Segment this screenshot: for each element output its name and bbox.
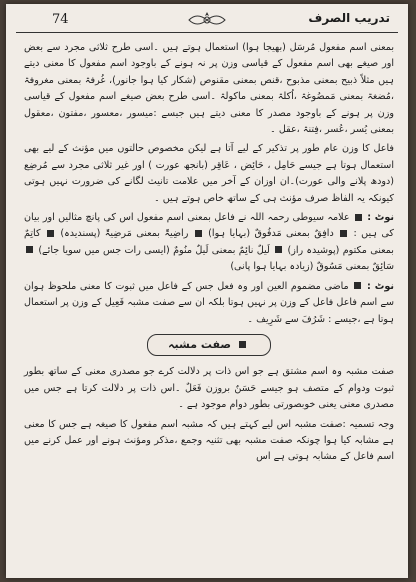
example-item: کاتِمٌ بمعنی مکتوم (پوشیدہ راز) [24,228,394,256]
note-text: علامہ سیوطی رحمہ اللہ نے فاعل بمعنی اسم مفعول اس کی پانچ مثالیں اور بیان کی ہیں : [24,212,394,240]
note-text: ماضی مضموم العین اور وہ فعل جس کے فاعل میں ثبوت کا معنی ملحوظ ہوان سے اسم فاعل فاعل کے وزن پر نہیں ہوتا بلکہ ان سے صفت مشبہ فَعِیل کے وزن پر استعمال ہوتا ہے ،جیسے : شَرُفَ سے شَرِیف ۔ [24,280,394,325]
paragraph: وجہ تسمیہ :صفت مشبہ اس لیے کہتے ہیں کہ مشبہ اسم مفعول کا صیغہ ہے جس کا معنی ہے مشابہ کیا ہوا چونکہ صفت مشبہ بھی تثنیہ وجمع ،مذکر ومؤنث ہونے اور عمل کرنے میں اسم فاعل کے مشابہ ہوتی ہے اس [24,418,394,463]
square-bullet-icon [47,230,54,237]
note-label: نوٹ : [366,280,394,292]
page-body [24,40,394,570]
page-header [16,10,398,32]
book-page [6,4,408,578]
example-item: دافِقٌ بمعنی مَدفُوقٌ (بہایا ہوا) [208,228,334,240]
note-paragraph [24,279,394,328]
square-bullet-icon [26,246,33,253]
section-heading [147,334,271,356]
note-label: نوٹ : [367,212,394,224]
header-divider [16,32,398,33]
square-bullet-icon [275,246,282,253]
paragraph: فاعل کا وزن عام طور پر تذکیر کے لیے آتا ہے لیکن مخصوص حالتوں میں مؤنث کے لیے بھی استعمال ہوتا ہے جیسے حَامِل ، حَائِض ، عَاقِر (بانجھ عورت ) اور غیر ثلاثی مجرد سے مُرضِع (دودھ پلانے والی عورت)۔ان اوزان کے آخر میں علامت تانیث لگانے کی ضرورت نہیں ہوتی کیونکہ یہ الفاظ صرف مؤنث ہی کے ساتھ خاص ہوتے ہیں ۔ [24,143,394,204]
square-bullet-icon [355,214,362,221]
paragraph: بمعنی اسم مفعول مُرسَل (بھیجا ہوا) استعمال ہوتے ہیں ۔اسی طرح ثلاثی مجرد سے بعض اور صیغے بھی اسم مفعول کے قیاسی وزن پر نہ ہونے کے باوجود اسم مفعول کا معنی دیتے ہیں مثلاً ذبیح بمعنی مذبوح ،قنص بمعنی مقنوص (شکار کیا ہوا جانور)، غُرفۃ بمعنی مغروفۃ ،مُضغۃ بمعنی مَمضُوغۃ ،اُکلۃ بمعنی ماکولۃ ۔اسی طرح بعض صیغے اسم مفعول کے قیاسی وزن پر ہونے کے باوجود مصدر کا معنی دیتے ہیں جیسے :میسور ،معسور ،مفتون ،معقول بمعنی یُسر ،عُسر ،فِتنۃ ،عقل ۔ [24,42,394,136]
paragraph: صفت مشبہ وہ اسم مشتق ہے جو اس ذات پر دلالت کرے جو مصدری معنی کے ساتھ بطور ثبوت ودوام کے متصف ہو جیسے حَسَنٌ بروزن فَعَلٌ ۔اس ذات پر دلالت کرتا ہے جس میں مصدری معنی یعنی خوبصورتی بطور دوام موجود ہے ۔ [24,366,394,411]
example-item: راضِیۃٌ بمعنی مَرضِیۃٌ (پسندیدہ) [60,228,189,240]
square-bullet-icon [340,230,347,237]
note-paragraph [24,210,394,276]
square-bullet-icon [239,341,246,348]
header-ornament-icon [187,10,227,30]
section-heading-wrap [24,334,394,356]
square-bullet-icon [354,282,361,289]
example-item: سَائِقٌ بمعنی مَسُوقٌ (زیادہ بہایا ہوا پانی) [230,261,394,273]
section-title: صفت مشبہ [168,337,232,351]
page-number: 74 [52,12,69,27]
example-item: لَیلٌ نائِمٌ بمعنی لَیلٌ منُومٌ (ایسی رات جس میں سویا جائے) [38,244,270,256]
square-bullet-icon [195,230,202,237]
running-title: تدریب الصرف [308,11,390,25]
